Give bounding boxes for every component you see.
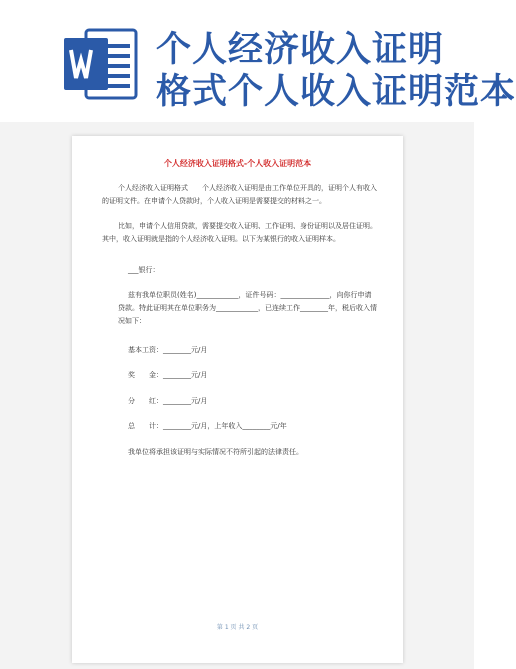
paragraph2-line-2: 其中，收入证明就是指的个人经济收入证明。以下为某银行的收入证明样本。 bbox=[102, 235, 340, 243]
bonus-line: 奖 金：________元/月 bbox=[128, 371, 208, 379]
paragraph2-line-1: 比如，申请个人信用贷款，需要提交收入证明、工作证明、身份证明以及居住证明。 bbox=[118, 222, 377, 230]
body-line-1: 兹有我单位职员(姓名)____________，证件号码：______________，向你行申请 bbox=[128, 291, 372, 299]
salary-line: 基本工资：________元/月 bbox=[128, 346, 208, 354]
dividend-line: 分 红：________元/月 bbox=[128, 397, 208, 405]
bank-line: ___银行： bbox=[128, 266, 160, 274]
banner-title-line2: 格式个人收入证明范本 bbox=[156, 72, 516, 112]
page-footer: 第 1 页 共 2 页 bbox=[216, 624, 259, 631]
document-title: 个人经济收入证明格式-个人收入证明范本 bbox=[163, 159, 312, 168]
intro-line-1: 个人经济收入证明格式 个人经济收入证明是由工作单位开具的，证明个人有收入 bbox=[118, 184, 377, 192]
banner-title-line1: 个人经济收入证明 bbox=[156, 30, 445, 70]
total-line: 总 计：________元/月，上年收入________元/年 bbox=[128, 422, 287, 430]
body-line-2: 贷款。特此证明其在单位职务为____________，已连续工作________年，税后收入情 bbox=[118, 304, 377, 312]
document-page bbox=[72, 136, 403, 663]
banner bbox=[0, 0, 516, 122]
body-line-3: 况如下： bbox=[118, 317, 146, 325]
commitment-line: 我单位将承担该证明与实际情况不符所引起的法律责任。 bbox=[128, 448, 303, 456]
intro-line-2: 的证明文件。在申请个人贷款时，个人收入证明是需要提交的材料之一。 bbox=[102, 197, 326, 205]
word-document-icon bbox=[62, 24, 140, 104]
